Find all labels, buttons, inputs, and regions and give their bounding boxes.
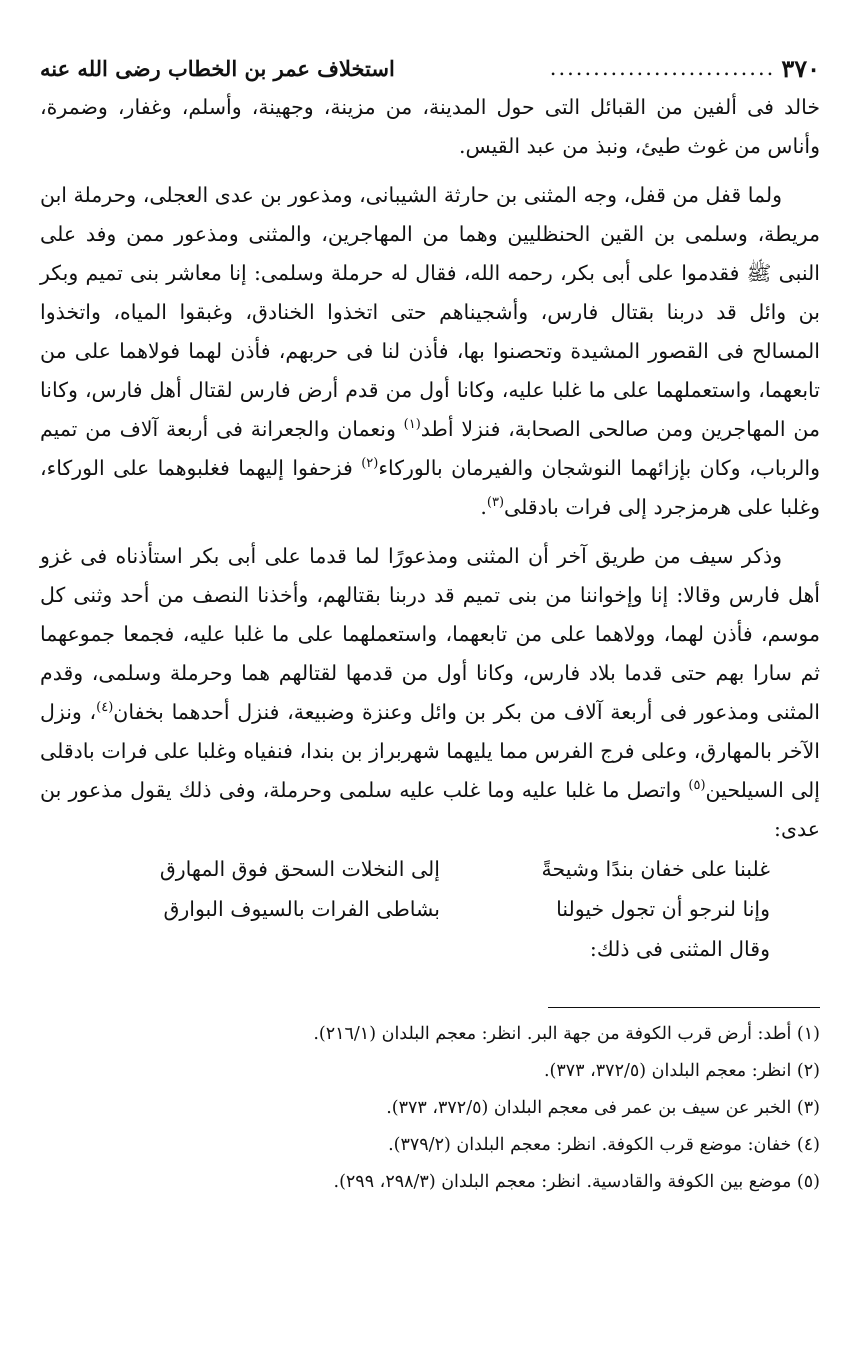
- paragraph-1: [40, 88, 820, 166]
- footnote-ref-1[interactable]: (١): [403, 417, 421, 433]
- footnote-ref-2[interactable]: (٢): [361, 456, 379, 472]
- footnote-separator: [548, 1007, 820, 1008]
- paragraph-3-text-b: ، ونزل الآخر بالمهارق، وعلى فرج الفرس مما يليهما شهربراز بن بندا، فنفياه وغلبا على فرات بادقلى إلى السيلحين: [40, 700, 820, 802]
- closing-line: وقال المثنى فى ذلك:: [589, 937, 770, 961]
- main-text: [40, 88, 820, 849]
- footnote-5: (٥) موضع بين الكوفة والقادسية. انظر: معجم البلدان (٢٩٨/٣، ٢٩٩).: [333, 1172, 820, 1192]
- footnote-ref-3[interactable]: (٣): [486, 495, 505, 511]
- page-number: ٣٧٠: [781, 53, 820, 83]
- footnote-1: (١) أطد: أرض قرب الكوفة من جهة البر. انظر: معجم البلدان (٢١٦/١).: [313, 1024, 820, 1044]
- footnote-2: (٢) انظر: معجم البلدان (٣٧٢/٥، ٣٧٣).: [543, 1061, 820, 1081]
- verse-first-hemistich: وإنا لنرجو أن تجول خيولنا: [556, 897, 770, 921]
- poem-verse: [40, 889, 820, 929]
- poem-verse: [40, 849, 820, 889]
- footnote-ref-5[interactable]: (٥): [688, 778, 706, 794]
- verse-first-hemistich: غلبنا على خفان بندًا وشيحةً: [541, 857, 770, 881]
- verse-second-hemistich: بشاطى الفرات بالسيوف البوارق: [163, 897, 440, 921]
- header-leader-dots: ..........................: [549, 56, 776, 80]
- paragraph-2-text-b: ونعمان والجعرانة فى أربعة آلاف من تميم والرباب، وكان بإزائهما النوشجان والفيرمان بالوركاء: [40, 417, 820, 480]
- verse-second-hemistich: إلى النخلات السحق فوق المهارق: [159, 857, 440, 881]
- paragraph-2-text-d: .: [480, 495, 487, 519]
- poem: [40, 849, 820, 929]
- paragraph-2-text-a: ولما قفل من قفل، وجه المثنى بن حارثة الشيبانى، ومذعور بن عدى العجلى، وحرملة ابن مريطة، وسلمى بن القين الحنظليين وهما من المهاجرين، والمثنى ومذعور ممن وفد على النبى ﷺ فقدموا على أبى بكر، رحمه الله، فقال له حرملة وسلمى: إنا معاشر بنى تميم وبكر بن وائل قد دربنا بقتال فارس، وأشجيناهم حتى اتخذوا الخنادق، وغبقوا المياه، واتخذوا المسالح فى القصور المشيدة وتحصنوا بها، فأذن لنا فى حربهم، فأذن لهما فولاهما على من تابعهما، واستعملهما على ما غلبا عليه، وكانا أول من قدم أرض فارس لقتال أهل فارس، وكانا من المهاجرين ومن صالحى الصحابة، فنزلا أطد: [40, 183, 820, 441]
- paragraph-3: [40, 537, 820, 849]
- running-title: استخلاف عمر بن الخطاب رضى الله عنه: [40, 55, 395, 81]
- paragraph-2: [40, 176, 820, 527]
- paragraph-3-text-a: وذكر سيف من طريق آخر أن المثنى ومذعورًا لما قدما على أبى بكر استأذناه فى غزو أهل فارس وقالا: إنا وإخواننا من بنى تميم قد دربنا بقتالهم، وأخذنا النصف من أحد وثنى كل موسم، فأذن لهما، وولاهما على من تابعهما، واستعملهما على ما غلبا عليه، فجمعا جموعهما ثم سارا بهم حتى قدما بلاد فارس، وكانا أول من قدمها لقتالهم هما وحرملة وسلمى، وقدم المثنى ومذعور فى أربعة آلاف من بكر بن وائل وعنزة وضبيعة، فنزل أحدهما بخفان: [40, 544, 820, 724]
- paragraph-1-text: خالد فى ألفين من القبائل التى حول المدينة، من مزينة، وجهينة، وأسلم، وغفار، وضمرة، وأناس من غوث طيئ، ونبذ من عبد القيس.: [40, 95, 820, 158]
- footnote-ref-4[interactable]: (٤): [96, 700, 114, 716]
- footnotes: [40, 1016, 820, 1201]
- footnote-4: (٤) خفان: موضع قرب الكوفة. انظر: معجم البلدان (٣٧٩/٢).: [388, 1135, 820, 1155]
- running-header: [40, 48, 820, 88]
- footnote-3: (٣) الخبر عن سيف بن عمر فى معجم البلدان (٣٧٢/٥، ٣٧٣).: [386, 1098, 820, 1118]
- paragraph-2-text-c: فزحفوا إليهما فغلبوهما على الوركاء، وغلبا على هرمزجرد إلى فرات بادقلى: [40, 456, 820, 519]
- paragraph-3-text-c: واتصل ما غلبا عليه وما غلب عليه سلمى وحرملة، وفى ذلك يقول مذعور بن عدى:: [40, 778, 820, 841]
- book-page: [40, 48, 820, 1201]
